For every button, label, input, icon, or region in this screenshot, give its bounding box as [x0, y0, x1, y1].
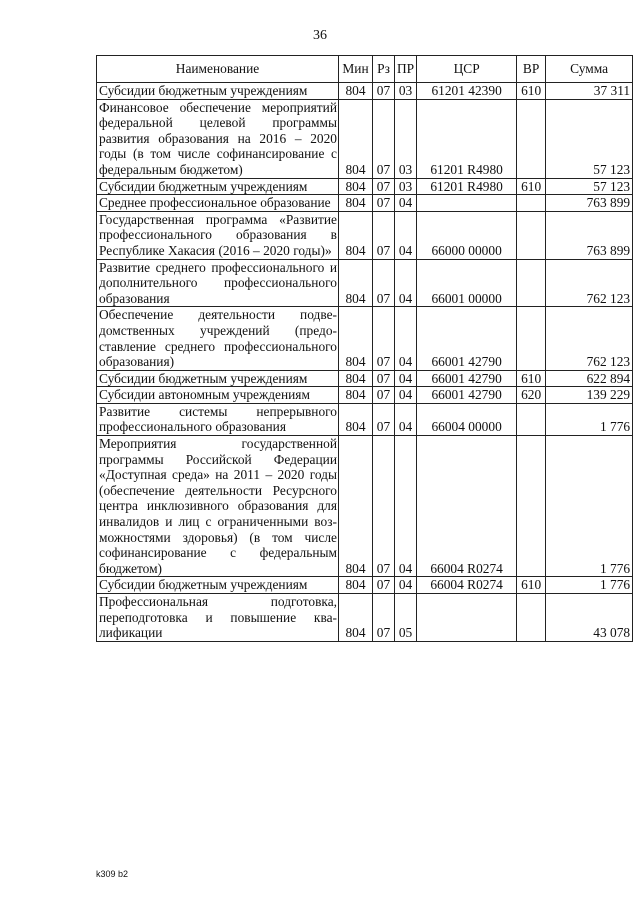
cell-sum: 37 311 — [546, 83, 633, 100]
cell-csr: 66004 00000 — [417, 403, 517, 435]
table-row — [97, 83, 633, 100]
cell-pr: 05 — [395, 594, 417, 642]
cell-vr — [517, 307, 546, 370]
cell-pr: 04 — [395, 577, 417, 594]
cell-csr: 66004 R0274 — [417, 436, 517, 577]
cell-rz: 07 — [373, 99, 395, 178]
cell-vr — [517, 211, 546, 259]
table-row — [97, 178, 633, 195]
cell-min: 804 — [339, 211, 373, 259]
cell-csr: 66004 R0274 — [417, 577, 517, 594]
cell-min: 804 — [339, 99, 373, 178]
cell-sum: 622 894 — [546, 370, 633, 387]
page-number: 36 — [313, 28, 327, 43]
header-row — [97, 56, 633, 83]
table-row — [97, 403, 633, 435]
cell-rz: 07 — [373, 387, 395, 404]
table-body — [97, 83, 633, 642]
header-rz: Рз — [373, 56, 395, 83]
table-row — [97, 387, 633, 404]
cell-sum: 762 123 — [546, 259, 633, 307]
cell-name: Субсидии бюджетным учреждениям — [97, 370, 339, 387]
cell-vr — [517, 436, 546, 577]
cell-name: Субсидии бюджетным учреждениям — [97, 83, 339, 100]
cell-rz: 07 — [373, 577, 395, 594]
cell-sum: 57 123 — [546, 99, 633, 178]
cell-pr: 04 — [395, 211, 417, 259]
cell-name: Профессиональная подготовка, переподготовка и повышение квалификации — [97, 594, 339, 642]
cell-rz: 07 — [373, 259, 395, 307]
cell-csr — [417, 594, 517, 642]
budget-table — [96, 55, 633, 642]
cell-pr: 03 — [395, 83, 417, 100]
header-sum: Сумма — [546, 56, 633, 83]
table-row — [97, 577, 633, 594]
cell-name: Развитие среднего профессионального и дополнительного профессионального образования — [97, 259, 339, 307]
cell-min: 804 — [339, 387, 373, 404]
cell-name: Финансовое обеспечение мероприятий федеральной целевой программы развития образования на 2016 – 2020 годы (в том числе софинансирование с федеральным бюджетом) — [97, 99, 339, 178]
cell-vr — [517, 403, 546, 435]
cell-name: Обеспечение деятельности подведомственных учреждений (предоставление среднего профессионального образования) — [97, 307, 339, 370]
cell-name: Субсидии автономным учреждениям — [97, 387, 339, 404]
table-row — [97, 307, 633, 370]
cell-sum: 1 776 — [546, 577, 633, 594]
footer-code: k309 b2 — [96, 869, 129, 879]
cell-pr: 04 — [395, 403, 417, 435]
header-name: Наименование — [97, 56, 339, 83]
cell-sum: 57 123 — [546, 178, 633, 195]
cell-min: 804 — [339, 195, 373, 212]
header-pr: ПР — [395, 56, 417, 83]
cell-rz: 07 — [373, 403, 395, 435]
cell-min: 804 — [339, 83, 373, 100]
cell-pr: 04 — [395, 195, 417, 212]
cell-pr: 04 — [395, 387, 417, 404]
cell-sum: 763 899 — [546, 195, 633, 212]
cell-rz: 07 — [373, 307, 395, 370]
cell-sum: 1 776 — [546, 436, 633, 577]
cell-rz: 07 — [373, 436, 395, 577]
table-row — [97, 370, 633, 387]
cell-name: Среднее профессиональное образование — [97, 195, 339, 212]
cell-name: Развитие системы непрерывного профессионального образования — [97, 403, 339, 435]
cell-rz: 07 — [373, 195, 395, 212]
cell-pr: 04 — [395, 370, 417, 387]
cell-vr — [517, 99, 546, 178]
cell-csr: 66000 00000 — [417, 211, 517, 259]
cell-min: 804 — [339, 259, 373, 307]
cell-sum: 43 078 — [546, 594, 633, 642]
cell-min: 804 — [339, 307, 373, 370]
header-csr: ЦСР — [417, 56, 517, 83]
cell-csr — [417, 195, 517, 212]
table-row — [97, 436, 633, 577]
cell-csr: 61201 R4980 — [417, 178, 517, 195]
header-min: Мин — [339, 56, 373, 83]
cell-csr: 61201 42390 — [417, 83, 517, 100]
cell-rz: 07 — [373, 83, 395, 100]
cell-min: 804 — [339, 370, 373, 387]
cell-vr: 610 — [517, 178, 546, 195]
cell-rz: 07 — [373, 178, 395, 195]
table-row — [97, 259, 633, 307]
cell-name: Мероприятия государственной программы Российской Федерации «Доступная среда» на 2011 – 2020 годы (обеспечение деятельности Ресурсного центра инклюзивного образования для инвалидов и лиц с ограниченными возможностями здоровья) (в том числе софинансирование с федеральным бюджетом) — [97, 436, 339, 577]
cell-vr — [517, 195, 546, 212]
table-row — [97, 99, 633, 178]
cell-vr — [517, 259, 546, 307]
cell-sum: 139 229 — [546, 387, 633, 404]
cell-csr: 61201 R4980 — [417, 99, 517, 178]
cell-min: 804 — [339, 403, 373, 435]
cell-vr: 610 — [517, 370, 546, 387]
cell-pr: 04 — [395, 436, 417, 577]
cell-pr: 03 — [395, 178, 417, 195]
cell-sum: 763 899 — [546, 211, 633, 259]
cell-min: 804 — [339, 577, 373, 594]
header-vr: ВР — [517, 56, 546, 83]
cell-vr: 610 — [517, 83, 546, 100]
cell-name: Государственная программа «Развитие профессионального образования в Республике Хакасия (2016 – 2020 годы)» — [97, 211, 339, 259]
cell-min: 804 — [339, 594, 373, 642]
cell-min: 804 — [339, 436, 373, 577]
cell-csr: 66001 42790 — [417, 370, 517, 387]
cell-sum: 1 776 — [546, 403, 633, 435]
cell-name: Субсидии бюджетным учреждениям — [97, 178, 339, 195]
cell-pr: 04 — [395, 307, 417, 370]
cell-rz: 07 — [373, 370, 395, 387]
cell-pr: 03 — [395, 99, 417, 178]
table-row — [97, 594, 633, 642]
cell-csr: 66001 00000 — [417, 259, 517, 307]
cell-rz: 07 — [373, 211, 395, 259]
table-row — [97, 195, 633, 212]
cell-pr: 04 — [395, 259, 417, 307]
cell-vr — [517, 594, 546, 642]
cell-min: 804 — [339, 178, 373, 195]
table-row — [97, 211, 633, 259]
cell-csr: 66001 42790 — [417, 307, 517, 370]
cell-vr: 610 — [517, 577, 546, 594]
cell-rz: 07 — [373, 594, 395, 642]
cell-vr: 620 — [517, 387, 546, 404]
cell-csr: 66001 42790 — [417, 387, 517, 404]
cell-sum: 762 123 — [546, 307, 633, 370]
cell-name: Субсидии бюджетным учреждениям — [97, 577, 339, 594]
